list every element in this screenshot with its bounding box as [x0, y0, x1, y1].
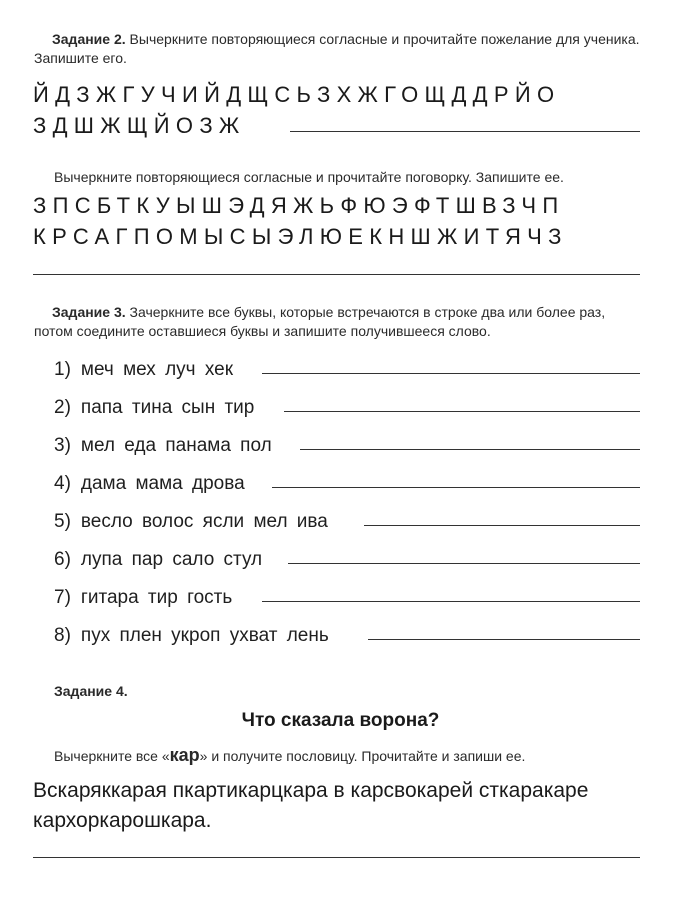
task2-instruction-text: Вычеркните повторяющиеся согласные и прочитайте пожелание для ученика. Запишите его. — [34, 31, 640, 66]
task3-item-6 — [54, 545, 262, 571]
task2-instruction2: Вычеркните повторяющиеся согласные и прочитайте поговорку. Запишите ее. — [54, 169, 564, 185]
task4-text-line2: кархоркарошкара. — [33, 809, 212, 832]
task4-answer-line[interactable] — [33, 857, 640, 858]
item-number: 2) — [54, 397, 71, 418]
task3-answer-line-7[interactable] — [262, 601, 640, 602]
item-words: дама мама дрова — [80, 473, 245, 494]
task3-item-4 — [54, 469, 245, 495]
task3-answer-line-8[interactable] — [368, 639, 640, 640]
task3-item-5 — [54, 507, 328, 533]
item-number: 8) — [54, 625, 71, 646]
item-number: 5) — [54, 511, 71, 532]
task3-item-3 — [54, 431, 272, 457]
task4-instruction-after: » и получите пословицу. Прочитайте и запиши ее. — [199, 748, 526, 764]
task2-letters-line3: ЗПСБТКУЫШЭДЯЖЬФЮЭФТШВЗЧП — [33, 193, 565, 218]
task2-letters-line2: ЗДШЖЩЙОЗЖ — [33, 113, 246, 138]
task3-item-2 — [54, 393, 254, 419]
item-words: мел еда панама пол — [80, 435, 272, 456]
task4-instruction-word: кар — [169, 745, 200, 765]
task3-item-7 — [54, 583, 232, 609]
task2-instruction — [34, 30, 642, 68]
task2-title: Задание 2. — [52, 31, 126, 47]
item-words: лупа пар сало стул — [80, 549, 263, 570]
task3-item-8 — [54, 621, 329, 647]
task3-answer-line-5[interactable] — [364, 525, 640, 526]
item-number: 7) — [54, 587, 71, 608]
task3-instruction-text: Зачеркните все буквы, которые встречаются в строке два или более раз, потом соедините оставшиеся буквы и запишите получившееся слово. — [34, 304, 606, 339]
task3-answer-line-4[interactable] — [272, 487, 640, 488]
task4-instruction — [54, 746, 654, 766]
task2-answer-line2[interactable] — [33, 274, 640, 275]
item-number: 4) — [54, 473, 71, 494]
item-number: 1) — [54, 359, 71, 380]
task2-answer-line1[interactable] — [290, 131, 640, 132]
item-number: 6) — [54, 549, 71, 570]
item-words: пух плен укроп ухват лень — [80, 625, 329, 646]
task3-answer-line-2[interactable] — [284, 411, 640, 412]
task3-answer-line-6[interactable] — [288, 563, 640, 564]
item-words: папа тина сын тир — [80, 397, 255, 418]
task4-text-line1: Вскаряккарая пкартикарцкара в карсвокарей сткаракаре — [33, 779, 589, 802]
item-words: меч мех луч хек — [80, 359, 234, 380]
task3-answer-line-1[interactable] — [262, 373, 640, 374]
task3-instruction — [34, 303, 642, 341]
task2-letters-line1: ЙДЗЖГУЧИЙДЩСЬЗХЖГОЩДДРЙО — [33, 82, 561, 107]
item-number: 3) — [54, 435, 71, 456]
task4-instruction-before: Вычеркните все « — [54, 748, 170, 764]
task4-title: Задание 4. — [54, 683, 128, 699]
task3-item-1 — [54, 355, 233, 381]
task4-heading: Что сказала ворона? — [241, 710, 440, 731]
task3-answer-line-3[interactable] — [300, 449, 640, 450]
task2-letters-line4: КРСАГПОМЫСЫЭЛЮЕКНШЖИТЯЧЗ — [33, 224, 568, 249]
item-words: гитара тир гость — [80, 587, 233, 608]
task3-title: Задание 3. — [52, 304, 126, 320]
item-words: весло волос ясли мел ива — [80, 511, 328, 532]
